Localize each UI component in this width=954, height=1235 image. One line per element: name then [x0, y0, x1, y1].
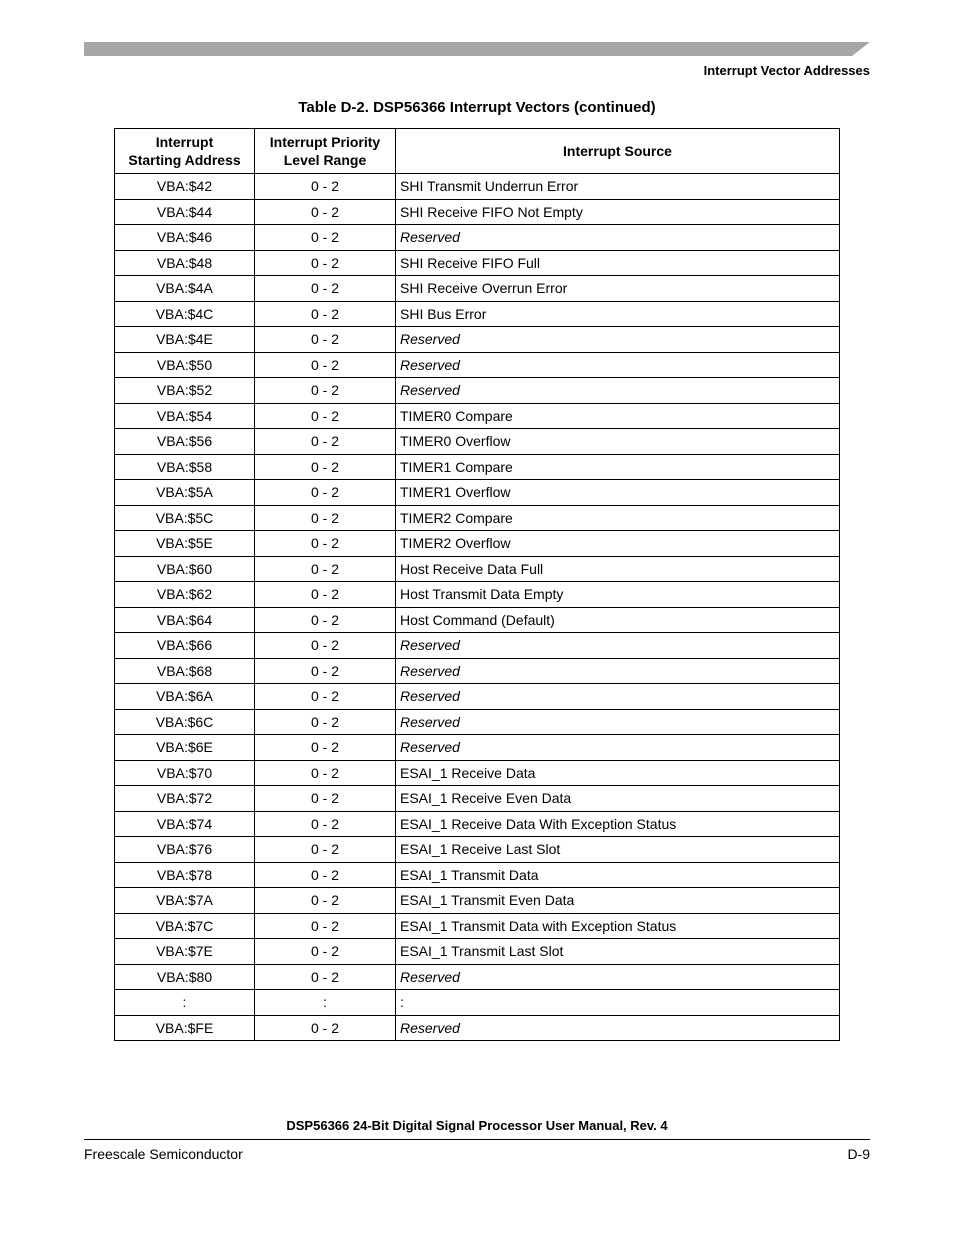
cell-priority: :: [255, 990, 396, 1016]
cell-address: VBA:$7C: [115, 913, 255, 939]
cell-priority: 0 - 2: [255, 352, 396, 378]
cell-source: ESAI_1 Transmit Last Slot: [396, 939, 840, 965]
cell-address: VBA:$6A: [115, 684, 255, 710]
cell-address: VBA:$52: [115, 378, 255, 404]
table-row: [115, 403, 840, 429]
cell-priority: 0 - 2: [255, 964, 396, 990]
table-row: [115, 225, 840, 251]
table-row: [115, 633, 840, 659]
table-row: [115, 913, 840, 939]
cell-priority: 0 - 2: [255, 250, 396, 276]
cell-address: VBA:$6E: [115, 735, 255, 761]
cell-source: TIMER1 Overflow: [396, 480, 840, 506]
table-row: [115, 786, 840, 812]
cell-priority: 0 - 2: [255, 658, 396, 684]
interrupt-vectors-table: [114, 128, 840, 1041]
cell-address: VBA:$54: [115, 403, 255, 429]
cell-priority: 0 - 2: [255, 709, 396, 735]
cell-source: ESAI_1 Receive Data: [396, 760, 840, 786]
cell-source: TIMER1 Compare: [396, 454, 840, 480]
table-row: [115, 454, 840, 480]
header-decorative-bar: [84, 42, 870, 56]
cell-priority: 0 - 2: [255, 684, 396, 710]
table-row: [115, 480, 840, 506]
table-row: [115, 378, 840, 404]
cell-address: VBA:$4A: [115, 276, 255, 302]
cell-priority: 0 - 2: [255, 276, 396, 302]
cell-source: TIMER0 Overflow: [396, 429, 840, 455]
cell-priority: 0 - 2: [255, 811, 396, 837]
table-row: [115, 990, 840, 1016]
table-row: [115, 658, 840, 684]
cell-source: Reserved: [396, 378, 840, 404]
cell-priority: 0 - 2: [255, 913, 396, 939]
table-caption: Table D-2. DSP56366 Interrupt Vectors (continued): [298, 99, 656, 116]
cell-source: Reserved: [396, 327, 840, 353]
cell-address: VBA:$48: [115, 250, 255, 276]
cell-address: VBA:$4E: [115, 327, 255, 353]
table-row: [115, 301, 840, 327]
table-row: [115, 556, 840, 582]
table-row: [115, 811, 840, 837]
table-row: [115, 607, 840, 633]
cell-source: ESAI_1 Receive Data With Exception Status: [396, 811, 840, 837]
cell-source: TIMER2 Compare: [396, 505, 840, 531]
cell-priority: 0 - 2: [255, 378, 396, 404]
cell-priority: 0 - 2: [255, 301, 396, 327]
cell-source: Reserved: [396, 658, 840, 684]
cell-priority: 0 - 2: [255, 531, 396, 557]
table-row: [115, 837, 840, 863]
cell-source: ESAI_1 Transmit Data: [396, 862, 840, 888]
cell-priority: 0 - 2: [255, 582, 396, 608]
cell-source: Host Command (Default): [396, 607, 840, 633]
cell-address: VBA:$80: [115, 964, 255, 990]
cell-priority: 0 - 2: [255, 837, 396, 863]
table-row: [115, 327, 840, 353]
cell-address: VBA:$50: [115, 352, 255, 378]
cell-address: VBA:$5E: [115, 531, 255, 557]
cell-address: :: [115, 990, 255, 1016]
column-header-source: Interrupt Source: [396, 129, 840, 174]
cell-source: :: [396, 990, 840, 1016]
cell-address: VBA:$60: [115, 556, 255, 582]
table-row: [115, 250, 840, 276]
cell-source: Reserved: [396, 633, 840, 659]
cell-priority: 0 - 2: [255, 505, 396, 531]
cell-source: Reserved: [396, 964, 840, 990]
cell-source: SHI Receive FIFO Not Empty: [396, 199, 840, 225]
table-row: [115, 276, 840, 302]
table-row: [115, 862, 840, 888]
column-header-address: Interrupt Starting Address: [115, 129, 255, 174]
table-row: [115, 174, 840, 200]
table-row: [115, 939, 840, 965]
cell-address: VBA:$6C: [115, 709, 255, 735]
cell-address: VBA:$78: [115, 862, 255, 888]
section-title: Interrupt Vector Addresses: [703, 63, 870, 78]
cell-priority: 0 - 2: [255, 1015, 396, 1041]
table-row: [115, 735, 840, 761]
table-row: [115, 888, 840, 914]
footer-page-number: D-9: [847, 1146, 870, 1162]
cell-source: ESAI_1 Receive Last Slot: [396, 837, 840, 863]
cell-source: Reserved: [396, 1015, 840, 1041]
cell-priority: 0 - 2: [255, 174, 396, 200]
cell-priority: 0 - 2: [255, 199, 396, 225]
table-header-row: [115, 129, 840, 174]
cell-address: VBA:$5C: [115, 505, 255, 531]
cell-source: TIMER0 Compare: [396, 403, 840, 429]
cell-priority: 0 - 2: [255, 429, 396, 455]
cell-address: VBA:$7A: [115, 888, 255, 914]
cell-priority: 0 - 2: [255, 760, 396, 786]
cell-source: Host Transmit Data Empty: [396, 582, 840, 608]
cell-priority: 0 - 2: [255, 888, 396, 914]
cell-address: VBA:$58: [115, 454, 255, 480]
cell-source: Reserved: [396, 735, 840, 761]
footer-divider: [84, 1139, 870, 1140]
cell-source: TIMER2 Overflow: [396, 531, 840, 557]
cell-priority: 0 - 2: [255, 939, 396, 965]
table-row: [115, 199, 840, 225]
cell-priority: 0 - 2: [255, 862, 396, 888]
table-row: [115, 429, 840, 455]
cell-source: SHI Bus Error: [396, 301, 840, 327]
cell-address: VBA:$7E: [115, 939, 255, 965]
cell-address: VBA:$70: [115, 760, 255, 786]
cell-priority: 0 - 2: [255, 225, 396, 251]
cell-address: VBA:$62: [115, 582, 255, 608]
cell-priority: 0 - 2: [255, 403, 396, 429]
table-body: [115, 174, 840, 1041]
cell-priority: 0 - 2: [255, 735, 396, 761]
footer-manual-title: DSP56366 24-Bit Digital Signal Processor User Manual, Rev. 4: [286, 1118, 668, 1133]
table-row: [115, 352, 840, 378]
cell-priority: 0 - 2: [255, 327, 396, 353]
cell-address: VBA:$56: [115, 429, 255, 455]
cell-address: VBA:$5A: [115, 480, 255, 506]
table-row: [115, 1015, 840, 1041]
cell-priority: 0 - 2: [255, 633, 396, 659]
table-row: [115, 760, 840, 786]
cell-priority: 0 - 2: [255, 607, 396, 633]
cell-source: ESAI_1 Transmit Data with Exception Status: [396, 913, 840, 939]
cell-address: VBA:$74: [115, 811, 255, 837]
cell-address: VBA:$76: [115, 837, 255, 863]
table-row: [115, 684, 840, 710]
cell-source: ESAI_1 Transmit Even Data: [396, 888, 840, 914]
table-row: [115, 582, 840, 608]
cell-source: SHI Receive Overrun Error: [396, 276, 840, 302]
cell-address: VBA:$72: [115, 786, 255, 812]
cell-address: VBA:$68: [115, 658, 255, 684]
cell-priority: 0 - 2: [255, 556, 396, 582]
cell-address: VBA:$64: [115, 607, 255, 633]
cell-address: VBA:$4C: [115, 301, 255, 327]
table-row: [115, 964, 840, 990]
cell-priority: 0 - 2: [255, 786, 396, 812]
cell-address: VBA:$46: [115, 225, 255, 251]
cell-address: VBA:$44: [115, 199, 255, 225]
cell-source: Reserved: [396, 225, 840, 251]
table-row: [115, 709, 840, 735]
cell-address: VBA:$66: [115, 633, 255, 659]
column-header-priority: Interrupt Priority Level Range: [255, 129, 396, 174]
cell-source: Reserved: [396, 709, 840, 735]
cell-source: Reserved: [396, 352, 840, 378]
cell-source: ESAI_1 Receive Even Data: [396, 786, 840, 812]
cell-address: VBA:$FE: [115, 1015, 255, 1041]
table-row: [115, 505, 840, 531]
cell-source: SHI Receive FIFO Full: [396, 250, 840, 276]
cell-source: SHI Transmit Underrun Error: [396, 174, 840, 200]
table-row: [115, 531, 840, 557]
cell-source: Reserved: [396, 684, 840, 710]
cell-source: Host Receive Data Full: [396, 556, 840, 582]
cell-priority: 0 - 2: [255, 480, 396, 506]
footer-company: Freescale Semiconductor: [84, 1146, 243, 1162]
cell-address: VBA:$42: [115, 174, 255, 200]
cell-priority: 0 - 2: [255, 454, 396, 480]
